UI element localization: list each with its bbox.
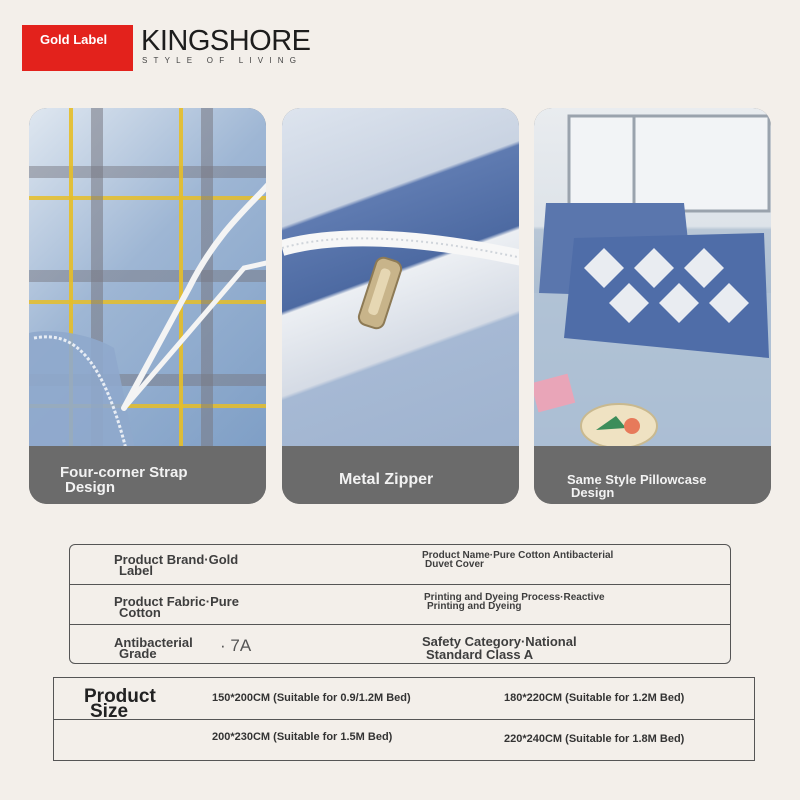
feature-card-zipper xyxy=(282,108,519,504)
feature-caption: Metal Zipper xyxy=(282,446,519,504)
size-option: 150*200CM (Suitable for 0.9/1.2M Bed) xyxy=(212,692,411,704)
size-option: 200*230CM (Suitable for 1.5M Bed) xyxy=(212,731,393,743)
feature-caption: Same Style Pillowcase Design xyxy=(534,446,771,504)
specs-row xyxy=(70,545,730,585)
size-option: 220*240CM (Suitable for 1.8M Bed) xyxy=(504,733,685,745)
spec-process: Printing and Dyeing Process·Reactive Printing and Dyeing xyxy=(424,592,605,612)
feature-caption: Four-corner Strap Design xyxy=(29,446,266,504)
size-table xyxy=(53,677,755,761)
specs-row xyxy=(70,624,730,664)
specs-row xyxy=(70,584,730,624)
metal-zipper-closeup-photo xyxy=(282,108,519,446)
spec-safety: Safety Category·National Standard Class A xyxy=(422,634,577,662)
brand-name: KINGSHORE xyxy=(141,25,311,57)
argyle-pillow-bedroom-photo xyxy=(534,108,771,446)
feature-card-strap xyxy=(29,108,266,504)
spec-antibacterial: Antibacterial Grade xyxy=(114,635,193,661)
brand-tagline: STYLE OF LIVING xyxy=(142,56,303,65)
size-option: 180*220CM (Suitable for 1.2M Bed) xyxy=(504,692,685,704)
spec-antibacterial-value: · 7A xyxy=(220,636,252,655)
feature-card-pillowcase xyxy=(534,108,771,504)
spec-brand: Product Brand·Gold Label xyxy=(114,552,239,578)
size-title: Product Size xyxy=(84,686,156,722)
gold-label-badge: Gold Label xyxy=(22,25,133,71)
spec-product-name: Product Name·Pure Cotton Antibacterial Duvet Cover xyxy=(422,550,614,570)
brand-logo xyxy=(141,24,311,65)
specs-table xyxy=(69,544,731,664)
plaid-bedsheet-strap-photo xyxy=(29,108,266,446)
spec-fabric: Product Fabric·Pure Cotton xyxy=(114,594,239,620)
size-divider xyxy=(54,719,754,720)
